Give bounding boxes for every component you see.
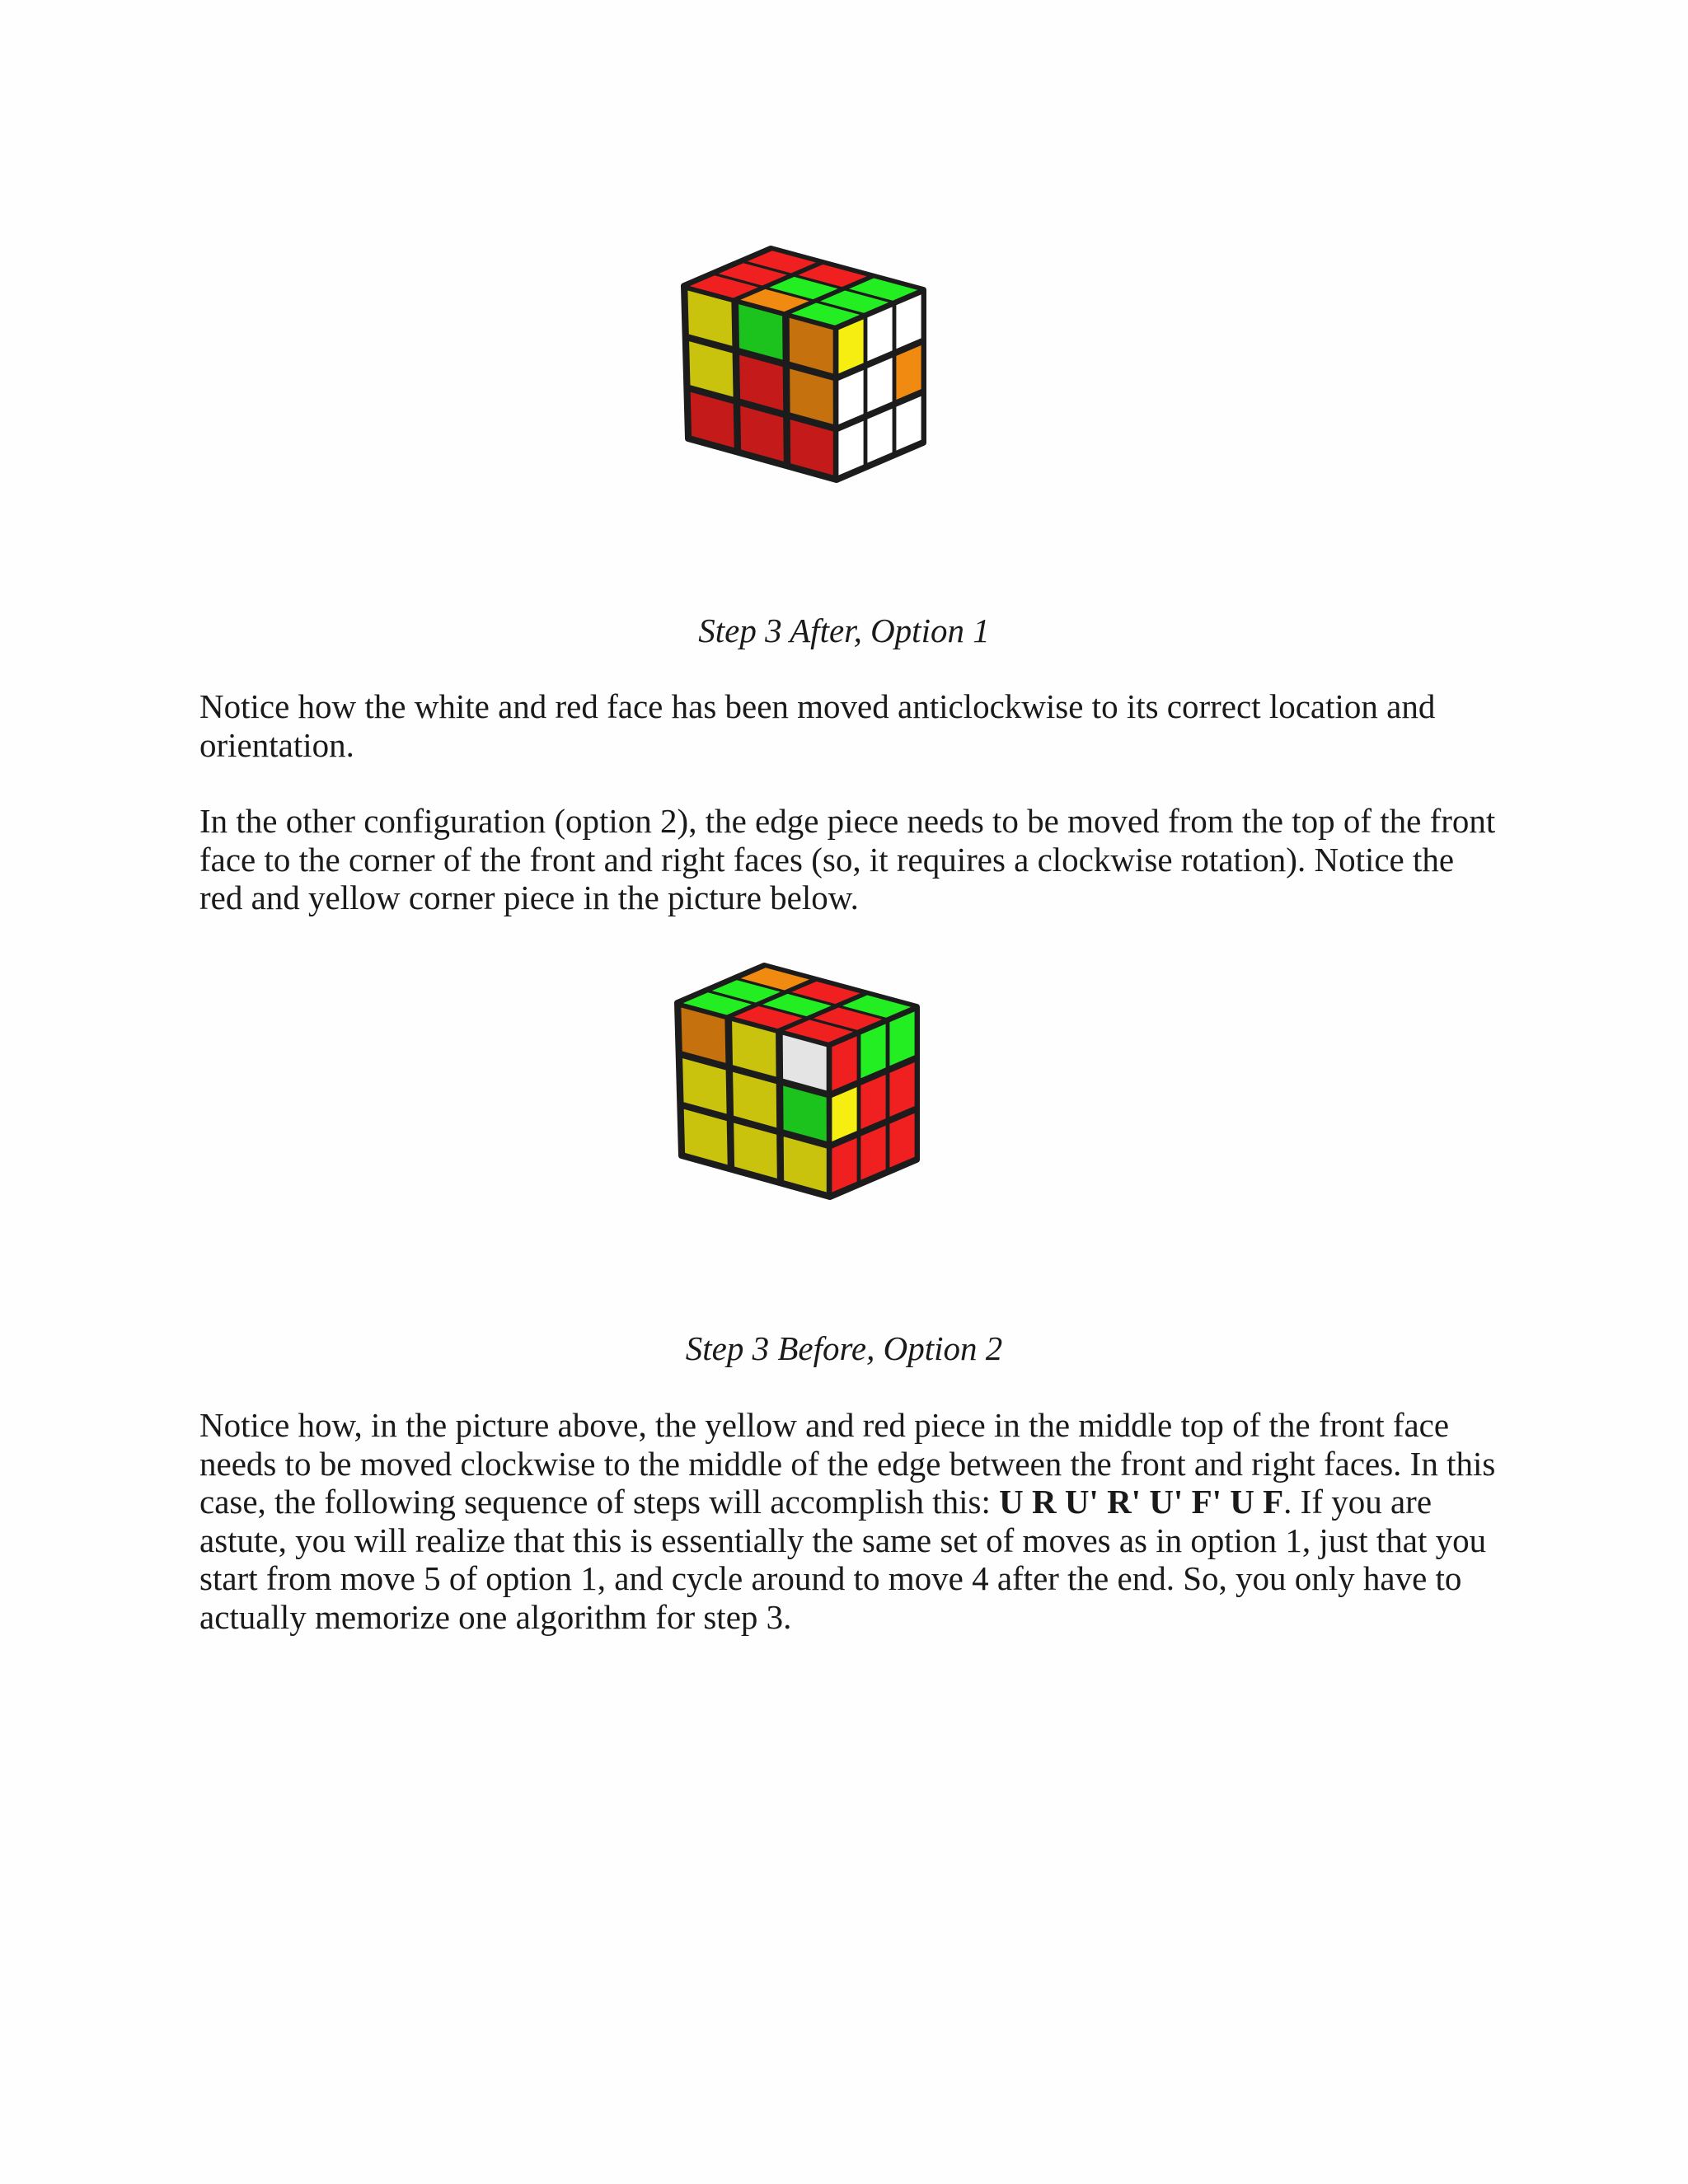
paragraph-3 — [199, 1406, 1502, 1636]
algorithm-sequence: U R U' R' U' F' U F — [999, 1483, 1284, 1521]
paragraph-3-text-start: Notice how, in the picture above, the yellow and red piece in the middle top of the front face needs to be moved clockwise to the middle of the edge between the front and right faces. In this case, the following sequence of steps will accomplish this: — [199, 1406, 1496, 1521]
cube-illustration-after-option-1 — [676, 232, 1022, 595]
figure-2-caption: Step 3 Before, Option 2 — [685, 1329, 1003, 1367]
cube-image-option-1 — [676, 232, 1022, 595]
cube-image-option-2 — [669, 949, 1015, 1312]
paragraph-2: In the other configuration (option 2), the edge piece needs to be moved from the top of the front face to the corner of the front and right faces (so, it requires a clockwise rotation). Notice the red and yellow corner piece in the picture below. — [199, 802, 1496, 916]
figure-1-caption: Step 3 After, Option 1 — [698, 612, 990, 649]
cube-illustration-before-option-2 — [669, 949, 1015, 1312]
paragraph-3-text-end: . If you are astute, you will realize that this is essentially the same set of moves as in option 1, just that you start from move 5 of option 1, and cycle around to move 4 after the end. So, you only have to actually memorize one algorithm for step 3. — [199, 1483, 1487, 1636]
paragraph-1: Notice how the white and red face has been moved anticlockwise to its correct location and orientation. — [199, 687, 1436, 764]
